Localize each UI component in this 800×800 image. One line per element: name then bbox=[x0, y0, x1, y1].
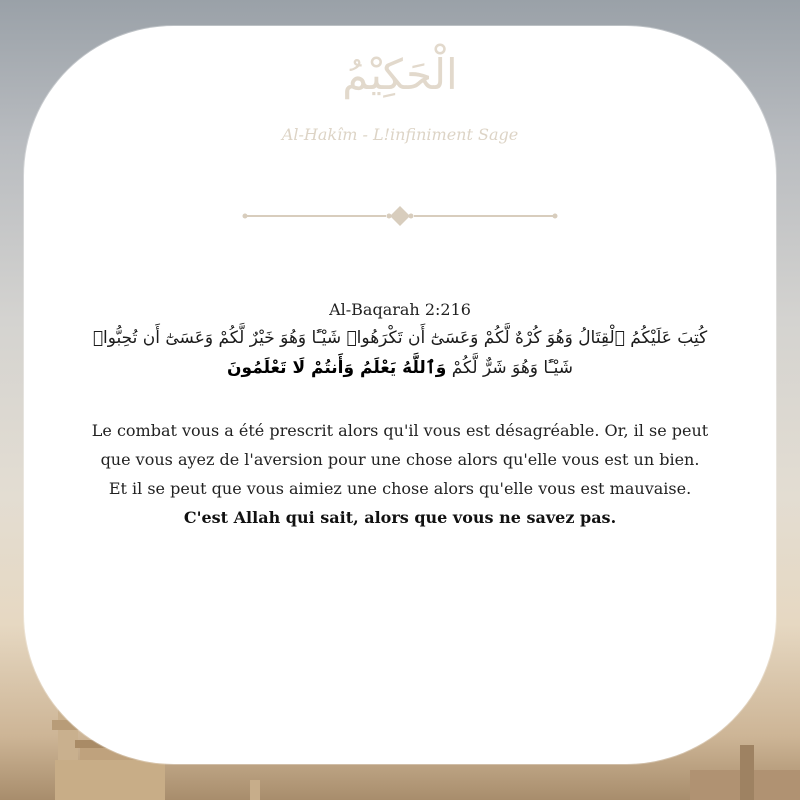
verse-arabic-main: كُتِبَ عَلَيْكُمُ ٱلْقِتَالُ وَهُوَ كُرْهٌ لَّكُمْ وَعَسَىٰٓ أَن تَكْرَهُوا۟ شَيْـًٔا وَهُوَ خَيْرٌ لَّكُمْ وَعَسَىٰٓ أَن تُحِبُّوا۟ شَيْـًٔا وَهُوَ شَرٌّ لَّكُمْ bbox=[92, 328, 708, 378]
divine-name-arabic: الْحَكِيْمُ bbox=[342, 50, 458, 99]
verse-reference: Al-Baqarah 2:216 bbox=[329, 300, 471, 319]
translation-line: Le combat vous a été prescrit alors qu'il vous est désagréable. Or, il se peut bbox=[91, 421, 709, 440]
verse-arabic-emphasis: وَٱللَّهُ يَعْلَمُ وَأَنتُمْ لَا تَعْلَمُونَ bbox=[227, 358, 447, 378]
translation-conclusion: C'est Allah qui sait, alors que vous ne savez pas. bbox=[183, 508, 617, 527]
translation-line: que vous ayez de l'aversion pour une chose alors qu'elle vous est un bien. bbox=[100, 450, 700, 469]
diamond-icon bbox=[390, 206, 410, 226]
ornamental-divider bbox=[240, 204, 560, 228]
verse-translation bbox=[60, 416, 740, 532]
verse-arabic bbox=[92, 323, 708, 383]
divine-name-translation: Al-Hakîm - L!infiniment Sage bbox=[281, 125, 519, 144]
translation-line: Et il se peut que vous aimiez une chose alors qu'elle vous est mauvaise. bbox=[108, 479, 692, 498]
